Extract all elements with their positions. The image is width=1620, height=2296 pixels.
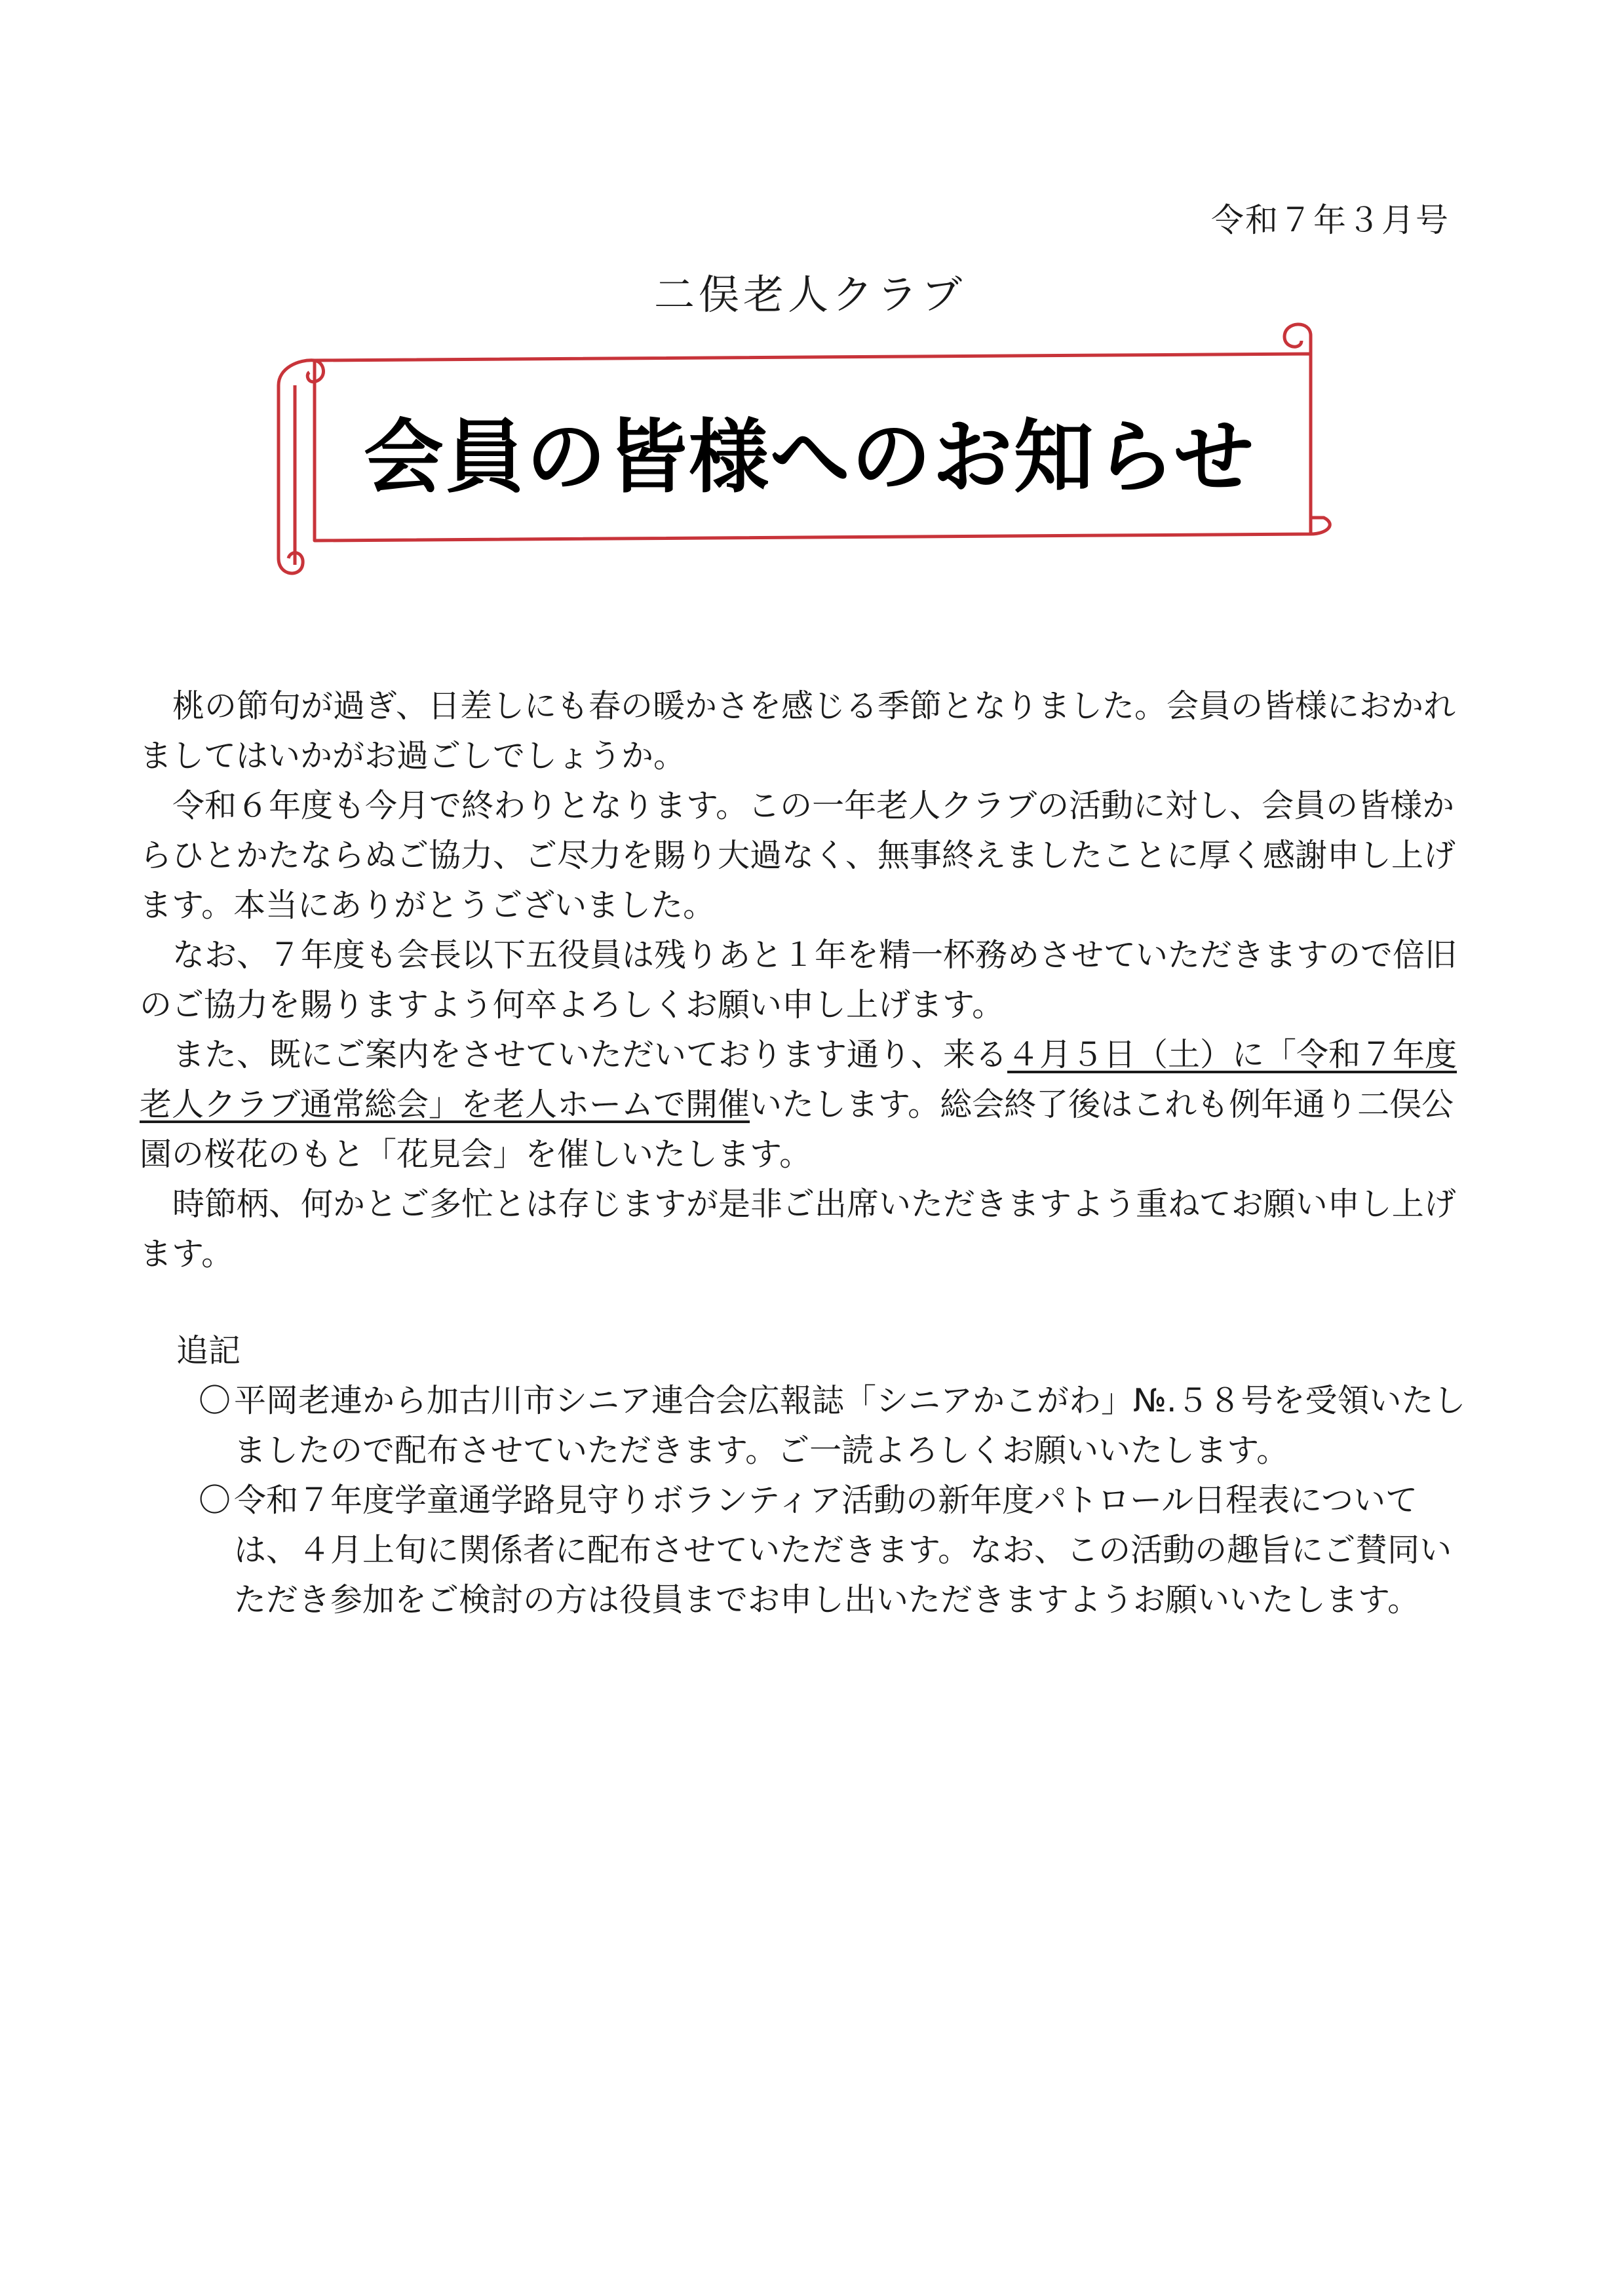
issue-date: 令和７年３月号 (1211, 201, 1450, 239)
paragraph-text: また、既にご案内をさせていただいております通り、来る (172, 1036, 1008, 1073)
paragraph: なお、７年度も会長以下五役員は残りあと１年を精一杯務めさせていただきますので倍旧のご協力を賜りますよう何卒よろしくお願い申し上げます。 (140, 936, 1457, 1024)
banner-title: 会員の皆様へのお知らせ (363, 411, 1256, 504)
paragraph: 桃の節句が過ぎ、日差しにも春の暖かさを感じる季節となりました。会員の皆様におかれましてはいかがお過ごしでしょうか。 (140, 687, 1456, 775)
paragraph-text: いたします。総会終了後はこれも例年通り二俣公園の桜花のもと「花見会」を催しいたします。 (140, 1086, 1454, 1173)
club-name: 二俣老人クラブ (653, 271, 966, 318)
circle-bullet-icon: 〇 (199, 1482, 231, 1519)
greeting-body (140, 681, 1470, 1279)
appendix-item-text: 平岡老連から加古川市シニア連合会広報誌「シニアかこがわ」№.５８号を受領いたしましたので配布させていただきます。ご一読よろしくお願いいたします。 (234, 1382, 1466, 1469)
paragraph-meeting-notice (140, 1030, 1470, 1179)
paragraph: 令和６年度も今月で終わりとなります。この一年老人クラブの活動に対し、会員の皆様からひとかたならぬご協力、ご尽力を賜り大過なく、無事終えましたことに厚く感謝申し上げます。本当にありがとうございました。 (140, 787, 1456, 924)
paragraph: 時節柄、何かとご多忙とは存じますが是非ご出席いただきますよう重ねてお願い申し上げます。 (140, 1185, 1456, 1272)
appendix-section (140, 1326, 1470, 1625)
meeting-date-highlight: ４月５日（土）に「令和７年度老人クラブ通常総会」を老人ホームで開催 (140, 1036, 1457, 1123)
appendix-item (140, 1476, 1470, 1625)
appendix-item-text: 令和７年度学童通学路見守りボランティア活動の新年度パトロール日程表については、４月上旬に関係者に配布させていただきます。なお、この活動の趣旨にご賛同いただき参加をご検討の方は役員までお申し出いただきますようお願いいたします。 (234, 1482, 1452, 1618)
circle-bullet-icon: 〇 (199, 1382, 231, 1419)
appendix-item (140, 1376, 1470, 1476)
appendix-heading: 追記 (176, 1332, 241, 1369)
